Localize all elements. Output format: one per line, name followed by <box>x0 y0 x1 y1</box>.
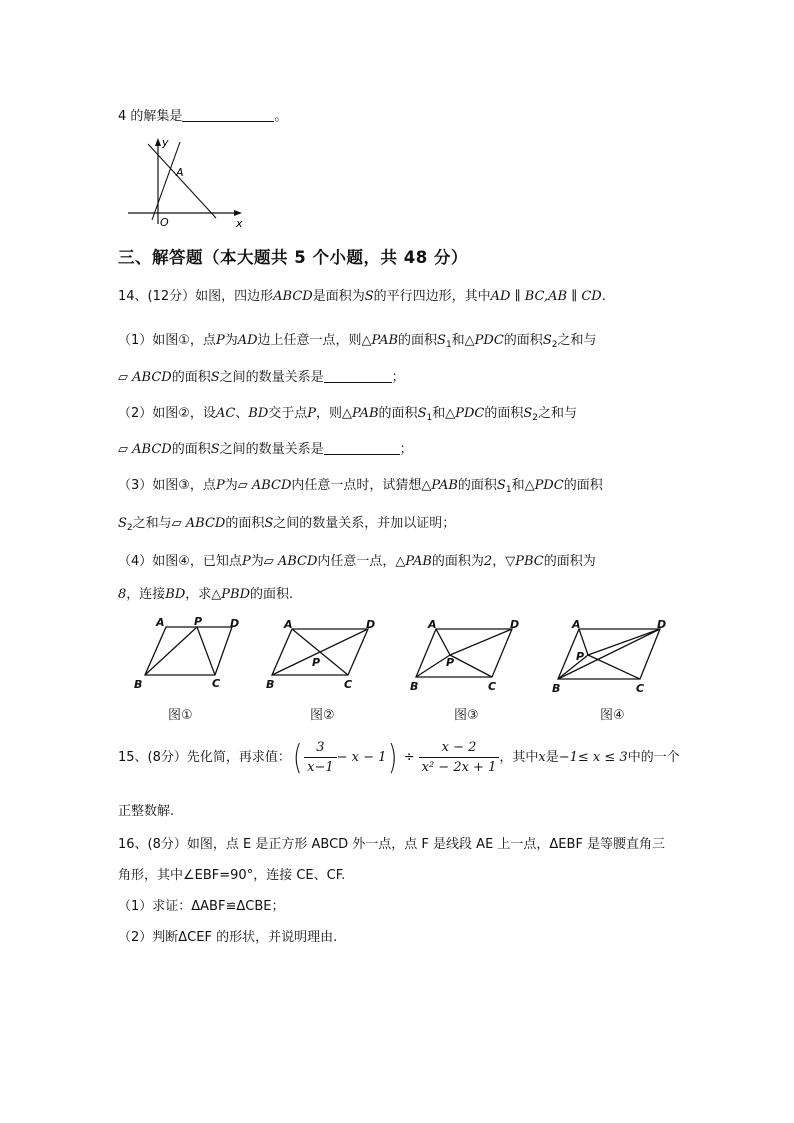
q14-part1-line1: （1）如图①，点P为AD边上任意一点，则△PAB的面积$S_1$和△PDC的面积$S_2$之和与 <box>118 333 597 350</box>
fig1-label-a: A <box>156 616 165 629</box>
q13-answer-line: 4 的解集是 。 <box>118 109 288 124</box>
fig3-pa <box>436 629 450 655</box>
q16-line2: 角形，其中∠EBF=90°，连接 CE、CF. <box>118 868 346 883</box>
y-label: y <box>162 136 169 149</box>
fig3-parallelogram <box>416 629 512 677</box>
fig1-label-p: P <box>194 615 203 628</box>
q16-line1: 16、(8分）如图，点 E 是正方形 ABCD 外一点，点 F 是线段 AE 上一点，ΔEBF 是等腰直角三 <box>118 837 666 852</box>
q14-stem: 14、(12分）如图，四边形ABCD是面积为S的平行四边形，其中AD ∥ BC,AB ∥ CD. <box>118 289 606 304</box>
fig4-label-p: P <box>576 650 585 663</box>
q14-part2-line1: （2）如图②，设AC、BD交于点P，则△PAB的面积$S_1$和△PDC的面积$S_2$之和与 <box>118 406 577 423</box>
fig3-label-p: P <box>446 656 455 669</box>
fig1-label-c: C <box>212 677 221 690</box>
fig3-label-d: D <box>510 618 520 631</box>
fig3-label-a: A <box>428 618 437 631</box>
fig3-label-c: C <box>488 680 497 693</box>
q14-part3-line2: $S_2$之和与▱ ABCD的面积S之间的数量关系，并加以证明； <box>118 516 456 533</box>
coordinate-sketch <box>120 132 250 227</box>
fig3-pc <box>450 655 492 677</box>
fig4-label-c: C <box>636 682 645 695</box>
fig4-pc <box>588 655 640 679</box>
fig1-label-b: B <box>134 678 143 691</box>
answer-blank[interactable] <box>324 440 400 455</box>
fig2-label-p: P <box>312 656 321 669</box>
fig1-pb <box>145 627 197 675</box>
answer-blank[interactable] <box>324 368 392 383</box>
q16-line4: （2）判断ΔCEF 的形状，并说明理由. <box>118 930 338 945</box>
q16-line3: （1）求证：ΔABF≌ΔCBE； <box>118 899 285 914</box>
fig1-label-d: D <box>230 617 240 630</box>
answer-blank[interactable] <box>182 107 274 122</box>
fraction-1: $\frac{3}{x-1}$ <box>304 740 337 775</box>
fig4-pd <box>588 629 660 655</box>
section-title: 三、解答题（本大题共 5 个小题，共 48 分） <box>118 248 468 267</box>
caption-fig1: 图① <box>168 708 193 723</box>
fig4-bd <box>558 629 660 679</box>
x-label: x <box>236 217 243 227</box>
fig2-label-d: D <box>366 618 376 631</box>
fig2-label-b: B <box>266 678 275 691</box>
q15-line1: 15、(8分）先化简，再求值：( $\frac{3}{x-1}$ − x − 1) ÷ $\frac{x - 2}{\text{x² − 2x + 1}}$ ，其中x是−1≤ x ≤ 3中的一个 <box>118 737 680 778</box>
q14-part2-line2: ▱ ABCD的面积S之间的数量关系是 ； <box>118 442 413 457</box>
fig4-label-b: B <box>552 682 561 695</box>
y-axis-arrow <box>155 138 161 146</box>
fig3-label-b: B <box>410 680 419 693</box>
caption-fig3: 图③ <box>454 708 479 723</box>
fraction-2: $\frac{x - 2}{\text{x² − 2x + 1}}$ <box>419 740 500 775</box>
parallelogram-figures <box>130 615 670 695</box>
fig2-label-a: A <box>284 618 293 631</box>
fig1-pc <box>197 627 215 675</box>
q14-part4-line2: 8，连接BD，求△PBD的面积. <box>118 587 294 602</box>
origin-label: O <box>160 216 169 227</box>
fig4-label-d: D <box>657 618 667 631</box>
fig2-label-c: C <box>344 678 353 691</box>
q14-part1-line2: ▱ ABCD的面积S之间的数量关系是 ； <box>118 370 405 385</box>
fig4-label-a: A <box>572 618 581 631</box>
x-axis-arrow <box>234 210 242 216</box>
caption-fig2: 图② <box>310 708 335 723</box>
q15-line2: 正整数解. <box>118 804 175 819</box>
caption-fig4: 图④ <box>600 708 625 723</box>
point-a-label: A <box>176 166 184 179</box>
q14-part4-line1: （4）如图④，已知点P为▱ ABCD内任意一点，△PAB的面积为2，▽PBC的面积为 <box>118 554 596 569</box>
q14-part3-line1: （3）如图③，点P为▱ ABCD内任意一点时，试猜想△PAB的面积$S_1$和△PDC的面积 <box>118 478 603 495</box>
